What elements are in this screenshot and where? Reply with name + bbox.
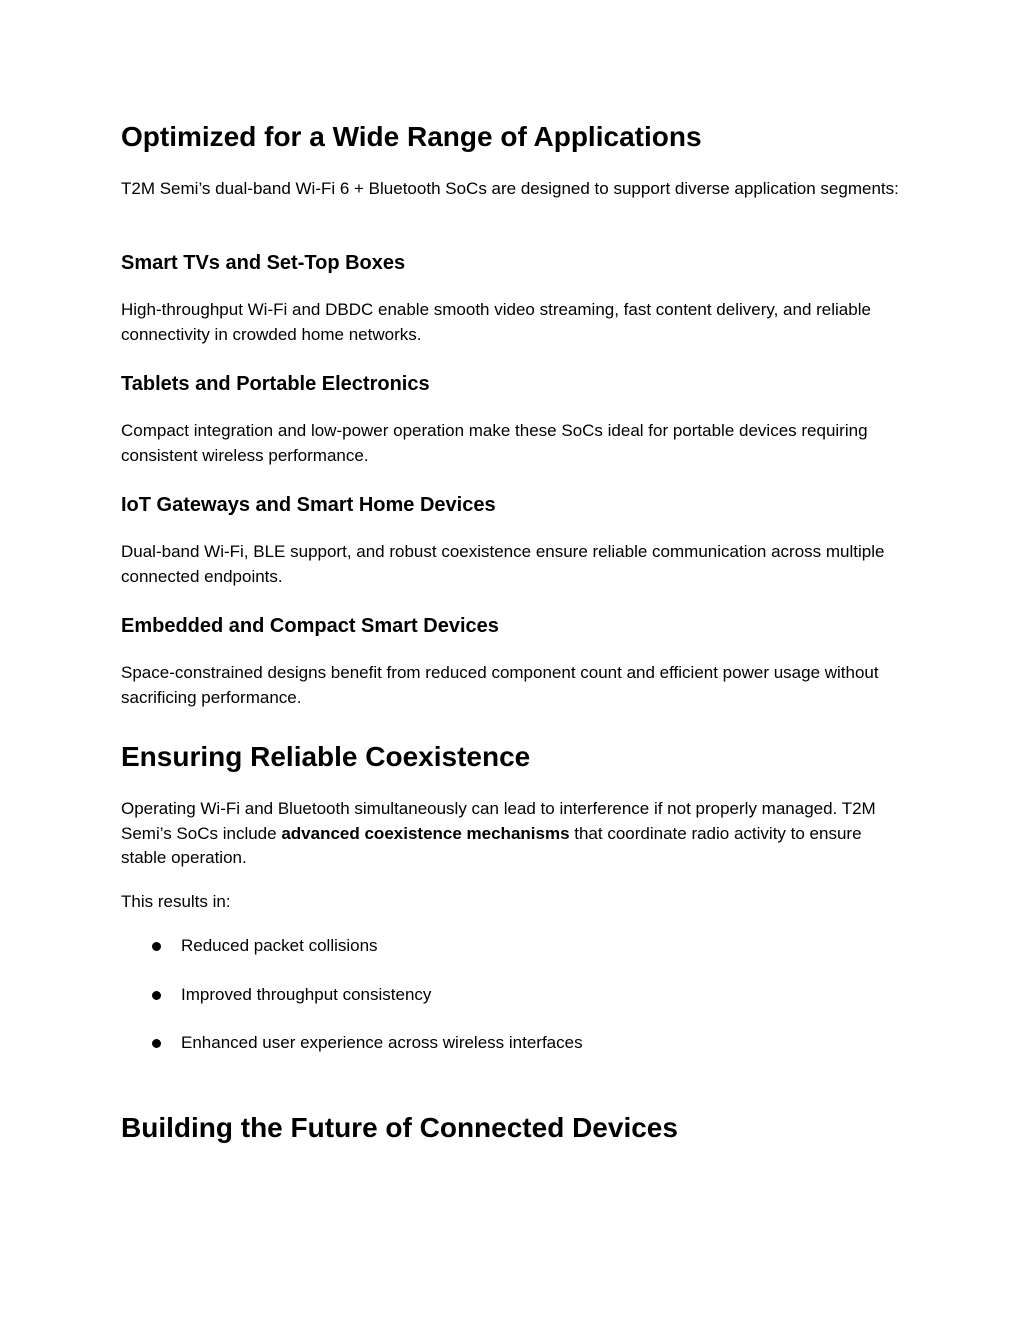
subheading-embedded-devices: Embedded and Compact Smart Devices bbox=[121, 615, 499, 637]
applications-intro: T2M Semi’s dual-band Wi-Fi 6 + Bluetooth SoCs are designed to support diverse application segments: bbox=[121, 179, 899, 198]
heading-applications: Optimized for a Wide Range of Applications bbox=[121, 121, 702, 152]
coexistence-text-part1: Operating Wi-Fi and Bluetooth simultaneously can lead to interference if not properly managed. T2M Semi’s SoCs include bbox=[121, 799, 876, 843]
bullet-icon bbox=[152, 1039, 161, 1048]
subheading-iot-gateways: IoT Gateways and Smart Home Devices bbox=[121, 494, 496, 516]
heading-coexistence: Ensuring Reliable Coexistence bbox=[121, 741, 531, 772]
bullet-icon bbox=[152, 942, 161, 951]
subheading-smart-tvs: Smart TVs and Set-Top Boxes bbox=[121, 252, 406, 274]
smart-tvs-body: High-throughput Wi-Fi and DBDC enable smooth video streaming, fast content delivery, and reliable connectivity in crowded home networks. bbox=[121, 300, 871, 344]
subheading-tablets: Tablets and Portable Electronics bbox=[121, 373, 430, 395]
coexistence-paragraph bbox=[121, 797, 911, 871]
list-item-text: Improved throughput consistency bbox=[181, 985, 432, 1004]
bullet-icon bbox=[152, 991, 161, 1000]
coexistence-text-bold: advanced coexistence mechanisms bbox=[281, 823, 570, 843]
coexistence-text-part2: that coordinate radio activity to ensure stable operation. bbox=[121, 823, 862, 867]
heading-future: Building the Future of Connected Devices bbox=[121, 1112, 678, 1143]
embedded-devices-body: Space-constrained designs benefit from reduced component count and efficient power usage without sacrificing performance. bbox=[121, 663, 879, 707]
results-intro: This results in: bbox=[121, 892, 231, 911]
iot-gateways-body: Dual-band Wi-Fi, BLE support, and robust coexistence ensure reliable communication across multiple connected endpoints. bbox=[121, 542, 885, 586]
list-item-text: Reduced packet collisions bbox=[181, 936, 378, 955]
list-item-text: Enhanced user experience across wireless interfaces bbox=[181, 1033, 583, 1052]
tablets-body: Compact integration and low-power operation make these SoCs ideal for portable devices requiring consistent wireless performance. bbox=[121, 421, 868, 465]
